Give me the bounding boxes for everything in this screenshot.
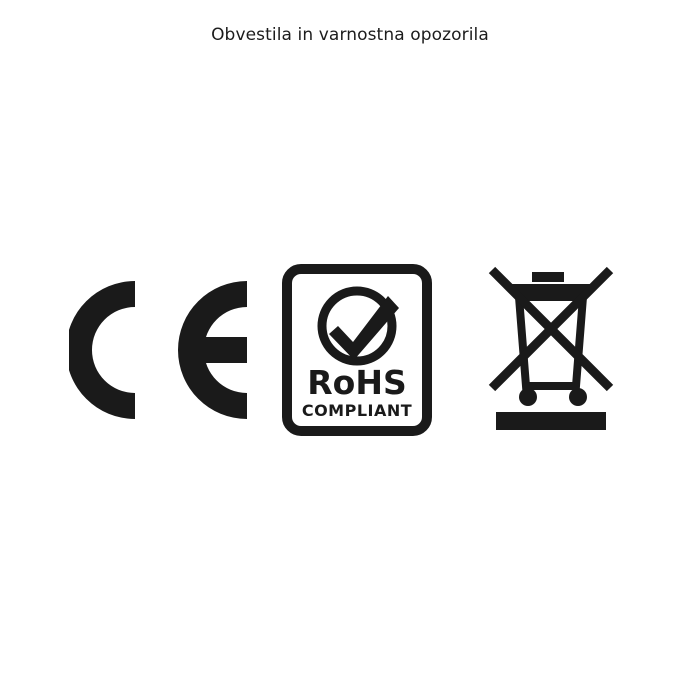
rohs-compliant-badge xyxy=(272,255,442,445)
ce-marking-icon xyxy=(69,275,259,425)
page-title: Obvestila in varnostna opozorila xyxy=(211,25,489,45)
compliance-symbol-row xyxy=(0,255,700,445)
ce-marking xyxy=(64,255,264,445)
rohs-secondary-text: COMPLIANT xyxy=(301,401,413,420)
weee-bin-icon xyxy=(486,264,616,436)
rohs-primary-text: RoHS xyxy=(307,363,407,402)
weee-bin-symbol xyxy=(466,255,636,445)
rohs-compliant-icon xyxy=(282,264,432,436)
